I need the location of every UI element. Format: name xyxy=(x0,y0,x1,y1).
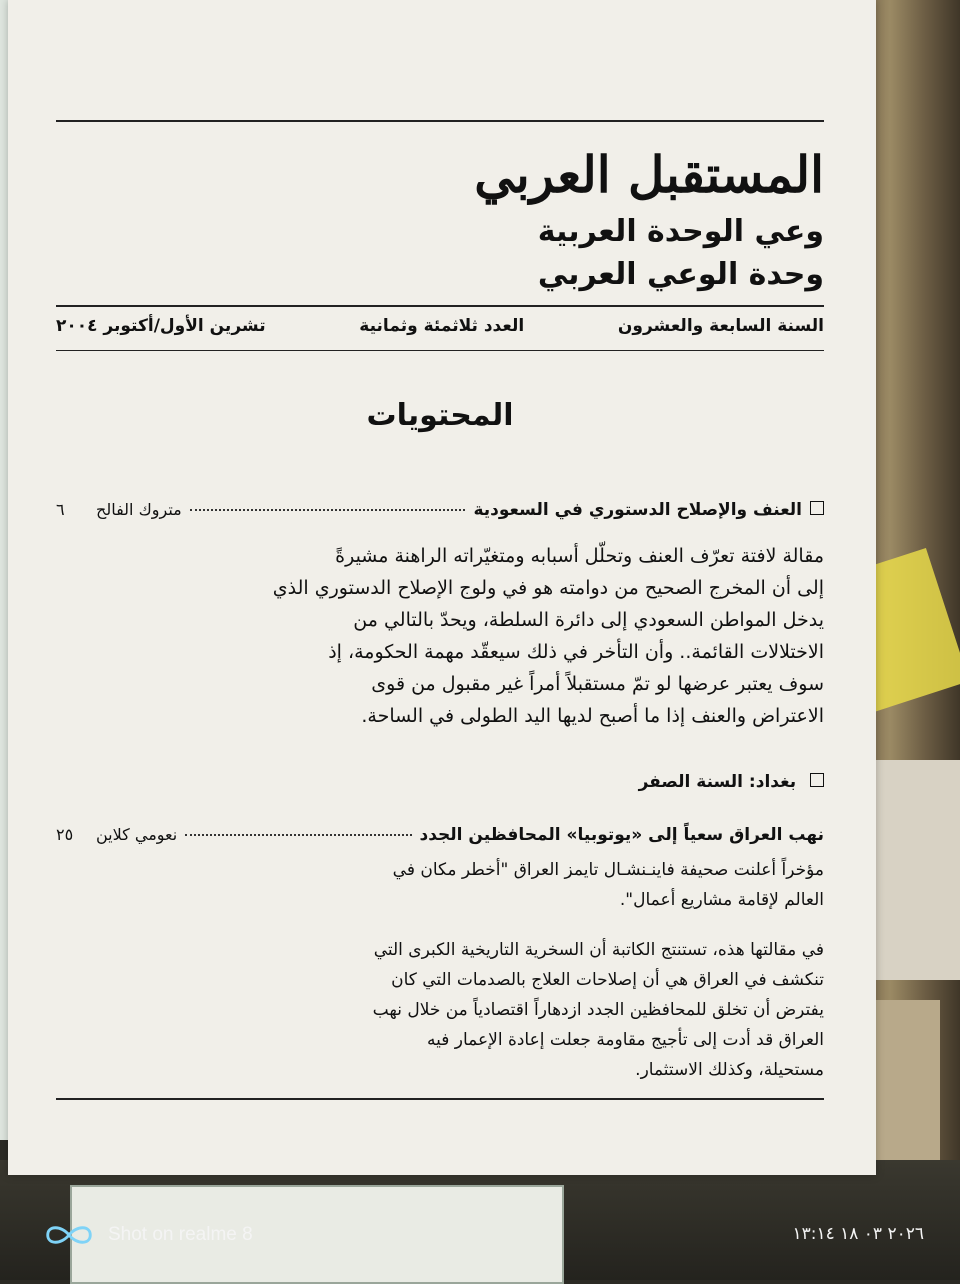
issue-rule-top xyxy=(56,305,824,307)
bottom-rule xyxy=(56,1098,824,1100)
article-title: العنف والإصلاح الدستوري في السعودية xyxy=(473,500,802,520)
abstract-line: في مقالتها هذه، تستنتج الكاتبة أن السخرية التاريخية الكبرى التي xyxy=(373,940,824,960)
abstract-line: مقالة لافتة تعرّف العنف وتحلّل أسبابه ومتغيّراته الراهنة مشيرةً xyxy=(335,545,824,567)
article-quote-2 xyxy=(124,855,824,915)
abstract-line: يفترض أن تخلق للمحافظين الجدد ازدهاراً اقتصادياً من خلال نهب xyxy=(372,1000,824,1020)
abstract-line: يدخل المواطن السعودي إلى دائرة السلطة، ويحدّ بالتالي من xyxy=(353,609,824,631)
article-author: نعومي كلاين xyxy=(96,825,178,844)
toc-entry-1[interactable] xyxy=(56,500,824,520)
camera-brand: Shot on realme 8 xyxy=(108,1224,253,1245)
article-kicker xyxy=(639,772,824,792)
abstract-line: تنكشف في العراق هي أن إصلاحات العلاج بالصدمات التي كان xyxy=(391,970,824,990)
article-abstract-2 xyxy=(124,935,824,1085)
article-title: نهب العراق سعياً إلى «يوتوبيا» المحافظين الجدد xyxy=(419,825,824,845)
camera-watermark xyxy=(40,1220,253,1250)
article-author: متروك الفالح xyxy=(96,500,182,519)
article-page: ٦ xyxy=(56,500,65,519)
abstract-line: سوف يعتبر عرضها لو تمّ مستقبلاً أمراً غير مقبول من قوى xyxy=(371,673,824,695)
abstract-line: الاختلالات القائمة.. وأن التأخر في ذلك سيعقّد مهمة الحكومة، إذ xyxy=(328,641,824,663)
checkbox-square-icon xyxy=(810,501,824,515)
top-rule xyxy=(56,120,824,122)
issue-year: السنة السابعة والعشرون xyxy=(617,316,824,336)
quote-line: مؤخراً أعلنت صحيفة فاينـنشـال تايمز العراق "أخطر مكان في xyxy=(392,860,824,880)
checkbox-square-icon xyxy=(810,773,824,787)
magazine-page xyxy=(8,0,876,1175)
abstract-line: مستحيلة، وكذلك الاستثمار. xyxy=(635,1060,824,1080)
issue-headline xyxy=(538,210,824,296)
abstract-line: إلى أن المخرج الصحيح من دوامته هو في ولوج الإصلاح الدستوري الذي xyxy=(272,577,824,599)
issue-number: العدد ثلاثمئة وثمانية xyxy=(359,316,525,336)
page-content xyxy=(56,0,824,1170)
background-book xyxy=(870,760,960,980)
headline-line-1: وعي الوحدة العربية xyxy=(537,214,824,249)
kicker-text: بغداد: السنة الصفر xyxy=(638,772,797,792)
article-abstract-1 xyxy=(99,540,824,732)
toc-entry-2[interactable] xyxy=(56,825,824,845)
quote-line: العالم لإقامة مشاريع أعمال". xyxy=(619,890,824,910)
realme-logo-icon xyxy=(40,1220,98,1250)
issue-date: تشرين الأول/أكتوبر ٢٠٠٤ xyxy=(56,316,266,336)
headline-line-2: وحدة الوعي العربي xyxy=(537,257,824,292)
issue-rule-bottom xyxy=(56,350,824,351)
issue-info-row xyxy=(56,316,824,336)
leader-dots xyxy=(185,834,411,836)
photo-timestamp: ٢٠٢٦ ٠٣ ١٨ ١٣:١٤ xyxy=(792,1224,924,1244)
article-page: ٢٥ xyxy=(56,825,74,844)
abstract-line: العراق قد أدت إلى تأجيج مقاومة جعلت إعادة الإعمار فيه xyxy=(427,1030,824,1050)
toc-title: المحتويات xyxy=(366,398,514,433)
leader-dots xyxy=(190,509,466,511)
journal-logo: المستقبل العربي xyxy=(474,145,824,204)
abstract-line: الاعتراض والعنف إذا ما أصبح لديها اليد الطولى في الساحة. xyxy=(361,705,824,727)
